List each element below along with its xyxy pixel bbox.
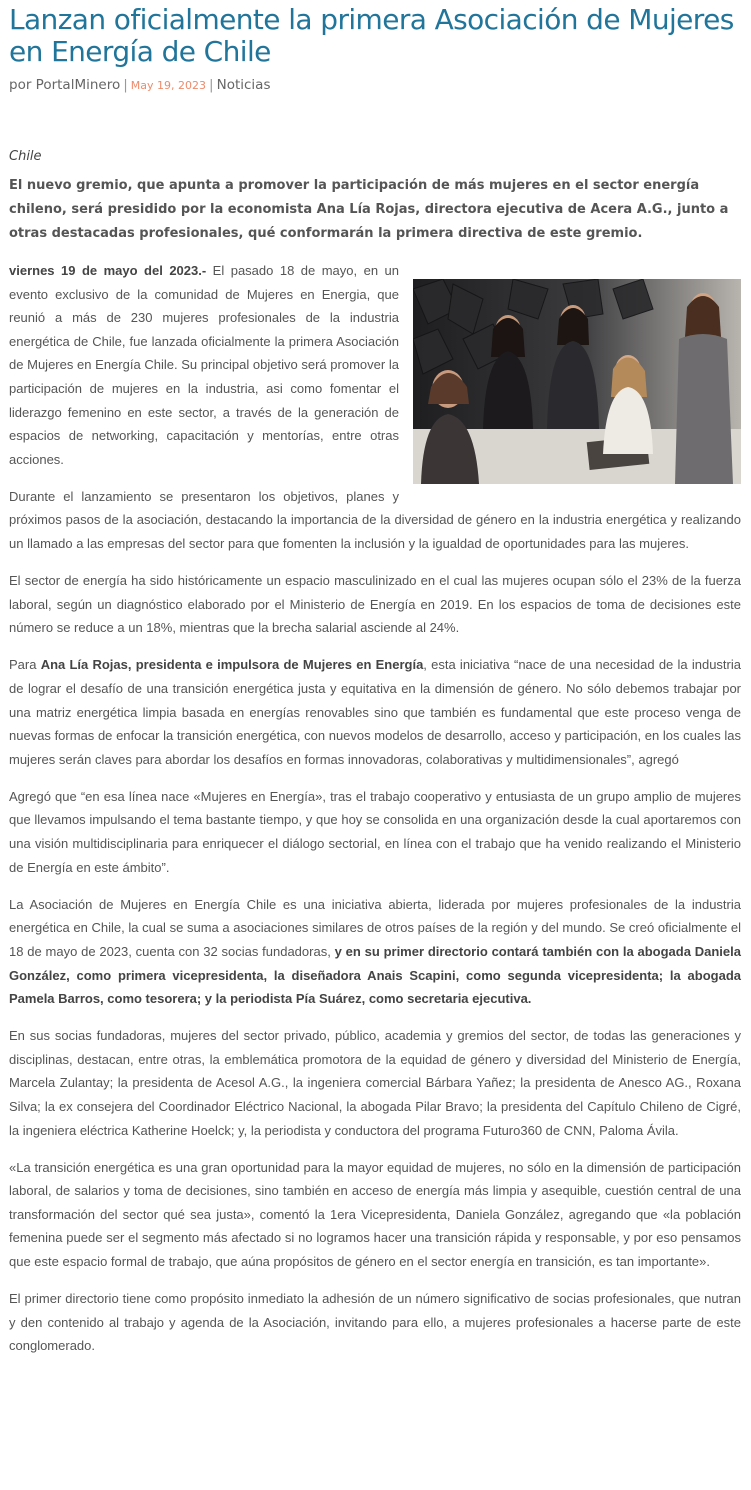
paragraph-text: La Asociación de Mujeres en Energía Chile es una iniciativa abierta, liderada por mujeres profesionales de la industria energética en Chile, la cual se suma a asociaciones similares de otros países de la región y del mundo. Se creó oficialmente el 18 de mayo de 2023, cuenta con 32 socias fundadoras, bbox=[9, 896, 741, 959]
paragraph-9: El primer directorio tiene como propósito inmediato la adhesión de un número significativo de socias profesionales, que nutran y den contenido al trabajo y agenda de la Asociación, invitando para ello, a mujeres profesionales a hacerse parte de este conglomerado. bbox=[9, 1291, 741, 1354]
paragraph-2: Durante el lanzamiento se presentaron los objetivos, planes y próximos pasos de la asociación, destacando la importancia de la diversidad de género en la industria energética y realizando un llamado a las empresas del sector para que fomenten la inclusión y la igualdad de oportunidades para las mujeres. bbox=[9, 488, 741, 552]
paragraph-7: En sus socias fundadoras, mujeres del sector privado, público, academia y gremios del sector, de todas las generaciones y disciplinas, destacan, entre otras, la emblemática promotora de la equidad de género y diversidad del Ministerio de Energía, Marcela Zulantay; la presidenta de Acesol A.G., la ingeniera comercial Bárbara Yañez; la presidenta de Anesco AG., Roxana Silva; la ex consejera del Coordinador Eléctrico Nacional, la abogada Pilar Bravo; la presidenta del Capítulo Chileno de Cigré, la ingeniera eléctrica Katherine Hoelck; y, la periodista y conductora del programa Futuro360 de CNN, Paloma Ávila. bbox=[9, 1028, 741, 1138]
group-photo bbox=[413, 279, 741, 484]
paragraph-3: El sector de energía ha sido históricamente un espacio masculinizado en el cual las mujeres ocupan sólo el 23% de la fuerza laboral, según un diagnóstico elaborado por el Ministerio de Energía en 2019. En los espacios de toma de decisiones este número se reduce a un 18%, mientras que la brecha salarial asciende al 24%. bbox=[9, 573, 741, 636]
category-link[interactable]: Noticias bbox=[216, 77, 271, 93]
paragraph-text: El pasado 18 de mayo, en un evento exclusivo de la comunidad de Mujeres en Energia, que reunió a más de 230 mujeres profesionales de la industria energética de Chile, fue lanzada oficialmente la primera Asociación de Mujeres en Energía Chile. Su principal objetivo será promover la participación de mujeres en la industria, asi como fomentar el liderazgo femenino en este sector, a través de la generación de espacios de networking, capacitación y mentorías, entre otras acciones. bbox=[9, 263, 400, 467]
paragraph-text: Para bbox=[9, 657, 41, 673]
directory-highlight: y en su primer directorio contará también con la abogada Daniela González, como primera vicepresidenta, la diseñadora Anais Scapini, como segunda vicepresidenta; la abogada Pamela Barros, como tesorera; y la periodista Pía Suárez, como secretaria ejecutiva. bbox=[9, 943, 741, 1007]
article-body bbox=[9, 259, 741, 1371]
paragraph-8: «La transición energética es una gran oportunidad para la mayor equidad de mujeres, no sólo en la dimensión de participación laboral, de salarios y toma de decisiones, sino también en acceso de energía más limpia y asequible, cuestión central de una transformación del sector qué sea justa», comentó la 1era Vicepresidenta, Daniela González, agregando que «la población femenina puede ser el segmento más afectado si no logramos hacer una transición rápida y responsable, y por eso pensamos que este espacio formal de trabajo, que aúna propósitos de género en el sector energía en transición, es tan importante». bbox=[9, 1159, 741, 1270]
post-meta bbox=[9, 77, 270, 93]
paragraph-text: , esta iniciativa “nace de una necesidad de la industria de lograr el desafío de una transición energética justa y equitativa en la dimensión de género. No sólo debemos trabajar por una matriz energética limpia basada en energías renovables sino que también es fundamental que este proceso venga de nuevas formas de enfocar la transición energética, con nuevos modelos de desarrollo, acceso y participación, en los cuales las mujeres serán claves para abordar los desafíos en formas innovadoras, colaborativas y multidimensionales”, agregó bbox=[9, 657, 741, 767]
page-title: Lanzan oficialmente la primera Asociación de Mujeres en Energía de Chile bbox=[9, 3, 734, 68]
location-label: Chile bbox=[9, 149, 42, 164]
author-link[interactable]: por PortalMinero bbox=[9, 77, 121, 93]
post-date: May 19, 2023 bbox=[130, 79, 207, 92]
paragraph-4 bbox=[9, 653, 741, 771]
paragraph-5: Agregó que “en esa línea nace «Mujeres en Energía», tras el trabajo cooperativo y entusiasta de un grupo amplio de mujeres que llevamos impulsando el tema bastante tiempo, y que hoy se consolida en una organización desde la cual aportaremos con una visión multidisciplinaria para enriquecer el diálogo sectorial, en línea con el trabajo que ha venido realizando el Ministerio de Energía en este ámbito”. bbox=[9, 788, 741, 875]
paragraph-6 bbox=[9, 893, 741, 1011]
dateline: viernes 19 de mayo del 2023.- bbox=[9, 263, 207, 278]
meta-separator: | bbox=[209, 77, 214, 93]
group-photo-illustration bbox=[413, 279, 741, 484]
quoted-person: Ana Lía Rojas, presidenta e impulsora de Mujeres en Energía bbox=[40, 657, 424, 673]
article-lead: El nuevo gremio, que apunta a promover la participación de más mujeres en el sector energía chileno, será presidido por la economista Ana Lía Rojas, directora ejecutiva de Acera A.G., junto a otras destacadas profesionales, qué conformarán la primera directiva de este gremio. bbox=[9, 178, 729, 241]
meta-separator: | bbox=[123, 77, 128, 93]
